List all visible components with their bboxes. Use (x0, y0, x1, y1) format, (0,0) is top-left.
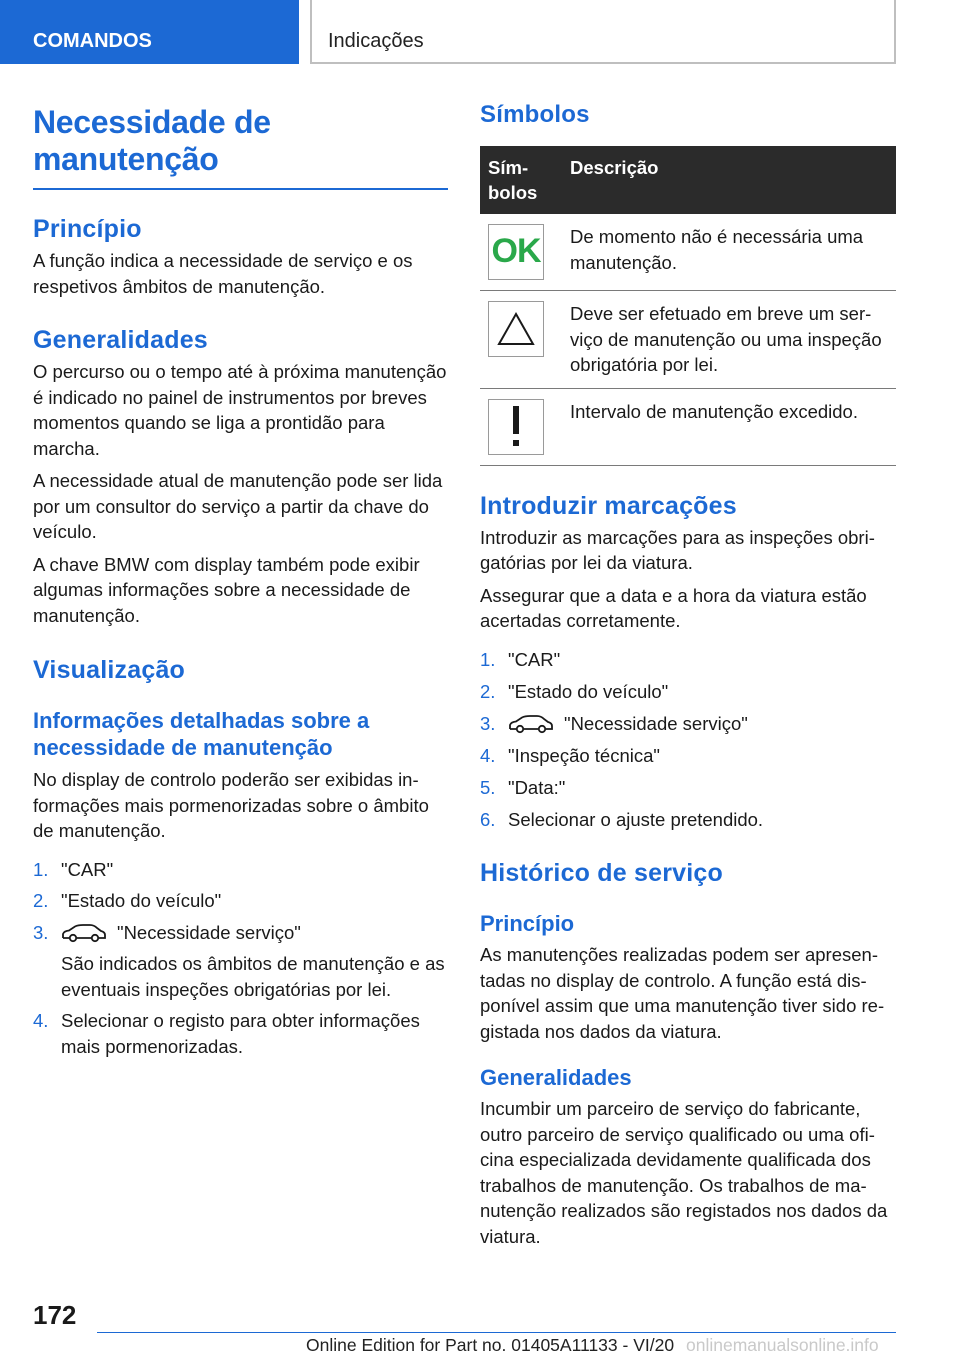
principio-text: A função indica a necessidade de serviço e os respetivos âmbitos de manutenção. (33, 250, 413, 297)
watermark: onlinemanualsonline.info (686, 1335, 879, 1355)
historico-generalidades-text: Incumbir um parceiro de serviço do fabricante, outro parceiro de serviço qualificado ou uma oficina especializada devidamente qualificada dos trabalhos de manutenção. Os trabalhos de manutenção realizados são registados nos dados da viatura. (480, 1098, 888, 1247)
historico-principio-heading: Princípio (480, 911, 575, 936)
introduzir-paragraph: Assegurar que a data e a hora da viatura estão acertadas corretamente. (480, 584, 867, 631)
chapter-title: Indicações (310, 0, 896, 64)
car-icon (508, 714, 554, 734)
symbols-table (480, 146, 896, 466)
table-row (480, 291, 896, 389)
principio-heading: Princípio (33, 215, 142, 243)
symbol-description: De momento não é necessária uma manutenção. (562, 214, 896, 291)
symbol-description: Deve ser efetuado em breve um serviço de manutenção ou uma inspeção obrigatória por lei. (562, 291, 896, 389)
introduzir-steps (480, 647, 896, 833)
footer-rule (97, 1332, 896, 1333)
generalidades-paragraph: O percurso ou o tempo até à próxima manutenção é indicado no painel de instrumentos por breves momentos quando se liga a prontidão para marcha. (33, 361, 447, 459)
table-row (480, 388, 896, 465)
list-item: 4. Selecionar o registo para obter informações mais pormenorizadas. (33, 1010, 420, 1057)
list-item: 2. "Estado do veículo" (33, 890, 222, 911)
table-header-row (480, 146, 896, 214)
step-note: São indicados os âmbitos de manutenção e as eventuais inspeções obrigatórias por lei. (61, 953, 445, 1000)
symbol-description: Intervalo de manutenção excedido. (562, 388, 896, 465)
introduzir-paragraph: Introduzir as marcações para as inspeções obrigatórias por lei da viatura. (480, 526, 875, 573)
page-number: 172 (33, 1300, 77, 1330)
left-column (33, 104, 448, 1059)
column-header-symbols: Símbolos (480, 146, 562, 214)
introduzir-heading: Introduzir marcações (480, 491, 737, 520)
list-item: 3. "Necessidade serviço" (480, 712, 748, 734)
historico-heading: Histórico de serviço (480, 859, 723, 887)
edition-text: Online Edition for Part no. 01405A11133 - VI/20 (306, 1335, 675, 1355)
generalidades-heading: Generalidades (33, 326, 208, 354)
generalidades-paragraph: A necessidade atual de manutenção pode ser lida por um consultor do serviço a partir da chave do veículo. (33, 470, 443, 542)
warning-triangle-icon (488, 301, 544, 357)
right-column (480, 100, 896, 1249)
list-item: 3. "Necessidade serviço" São indicados os âmbitos de manutenção e as eventuais inspeções obrigatórias por lei. (33, 920, 448, 1003)
list-item: 1. "CAR" (480, 648, 561, 670)
list-item: 4. "Inspeção técnica" (480, 744, 660, 766)
generalidades-paragraph: A chave BMW com display também pode exibir algumas informações sobre a necessidade de manutenção. (33, 553, 420, 626)
historico-generalidades-heading: Generalidades (480, 1065, 632, 1090)
section-tab: COMANDOS (0, 0, 299, 64)
exclamation-icon (488, 399, 544, 455)
list-item: 2. "Estado do veículo" (480, 680, 669, 702)
visualizacao-heading: Visualização (33, 656, 186, 684)
list-item: 6. Selecionar o ajuste pretendido. (480, 808, 764, 830)
list-item: 1. "CAR" (33, 858, 114, 880)
column-header-description: Descrição (562, 146, 896, 214)
page-title: Necessidade de manutenção (33, 104, 271, 177)
title-rule (33, 188, 448, 190)
table-row (480, 214, 896, 291)
visualizacao-steps (33, 857, 448, 1060)
visualizacao-text: No display de controlo poderão ser exibidas informações mais pormenorizadas sobre o âmbito de manutenção. (33, 769, 429, 841)
historico-principio-text: As manutenções realizadas podem ser apresentadas no display de controlo. A função está disponível assim que uma manutenção tiver sido registada nos dados da viatura. (480, 944, 885, 1042)
simbolos-heading: Símbolos (480, 101, 590, 128)
list-item: 5. "Data:" (480, 776, 566, 798)
visualizacao-subheading: Informações detalhadas sobre a necessidade de manutenção (33, 708, 370, 760)
ok-icon: OK (488, 224, 544, 280)
car-icon (61, 923, 107, 943)
